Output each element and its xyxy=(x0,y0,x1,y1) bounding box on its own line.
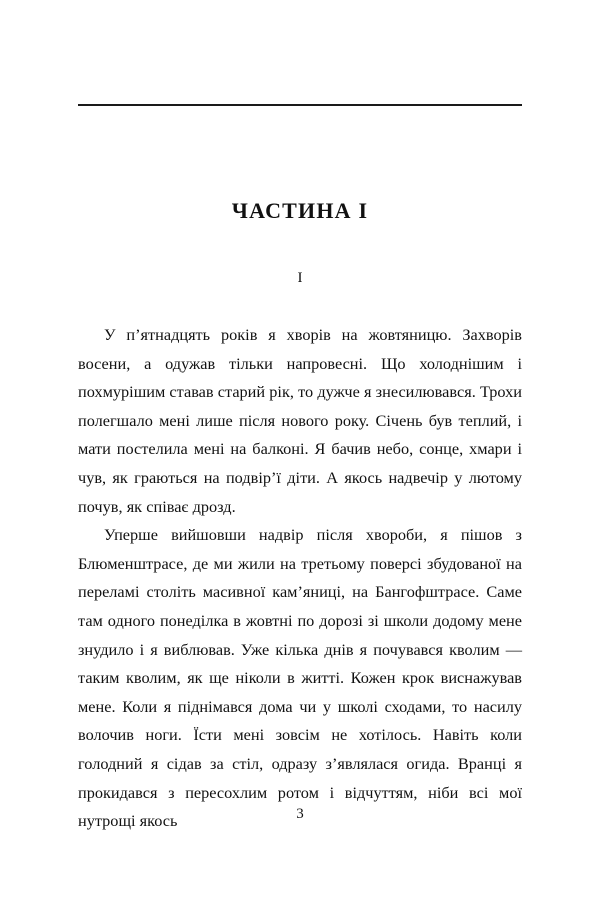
page-content xyxy=(78,104,522,836)
part-title: ЧАСТИНА I xyxy=(231,198,369,223)
paragraph: Уперше вийшовши надвір після хвороби, я пішов з Блюменштрасе, де ми жили на третьому поверсі збудованої на переламі століть масивної кам’яниці, на Бангофштрасе. Саме там одного понеділка в жовтні по дорозі зі школи додому мене знудило і я виблював. Уже кілька днів я почувався кволим — таким кволим, як ще ніколи в житті. Кожен крок виснажував мене. Коли я піднімався дома чи у школі сходами, то насилу волочив ноги. Їсти мені зовсім не хотілось. Навіть коли голодний я сідав за стіл, одразу з’являлася огида. Вранці я прокидався з пересохлим ротом і відчуттям, ніби всі мої нутрощі якось xyxy=(78,525,522,831)
body-text xyxy=(78,321,522,836)
page-number: 3 xyxy=(296,806,304,822)
chapter-number: I xyxy=(297,270,303,286)
paragraph: У п’ятнадцять років я хворів на жовтяницю. Захворів восени, а одужав тільки напровесні. Що холоднішим і похмурішим ставав старий рік, то дужче я знесилювався. Трохи полегшало мені лише після нового року. Січень був теплий, і мати постелила мені на балконі. Я бачив небо, сонце, хмари і чув, як граються на подвір’ї діти. А якось надвечір у лютому почув, як співає дрозд. xyxy=(78,325,522,516)
header-rule xyxy=(78,104,522,106)
